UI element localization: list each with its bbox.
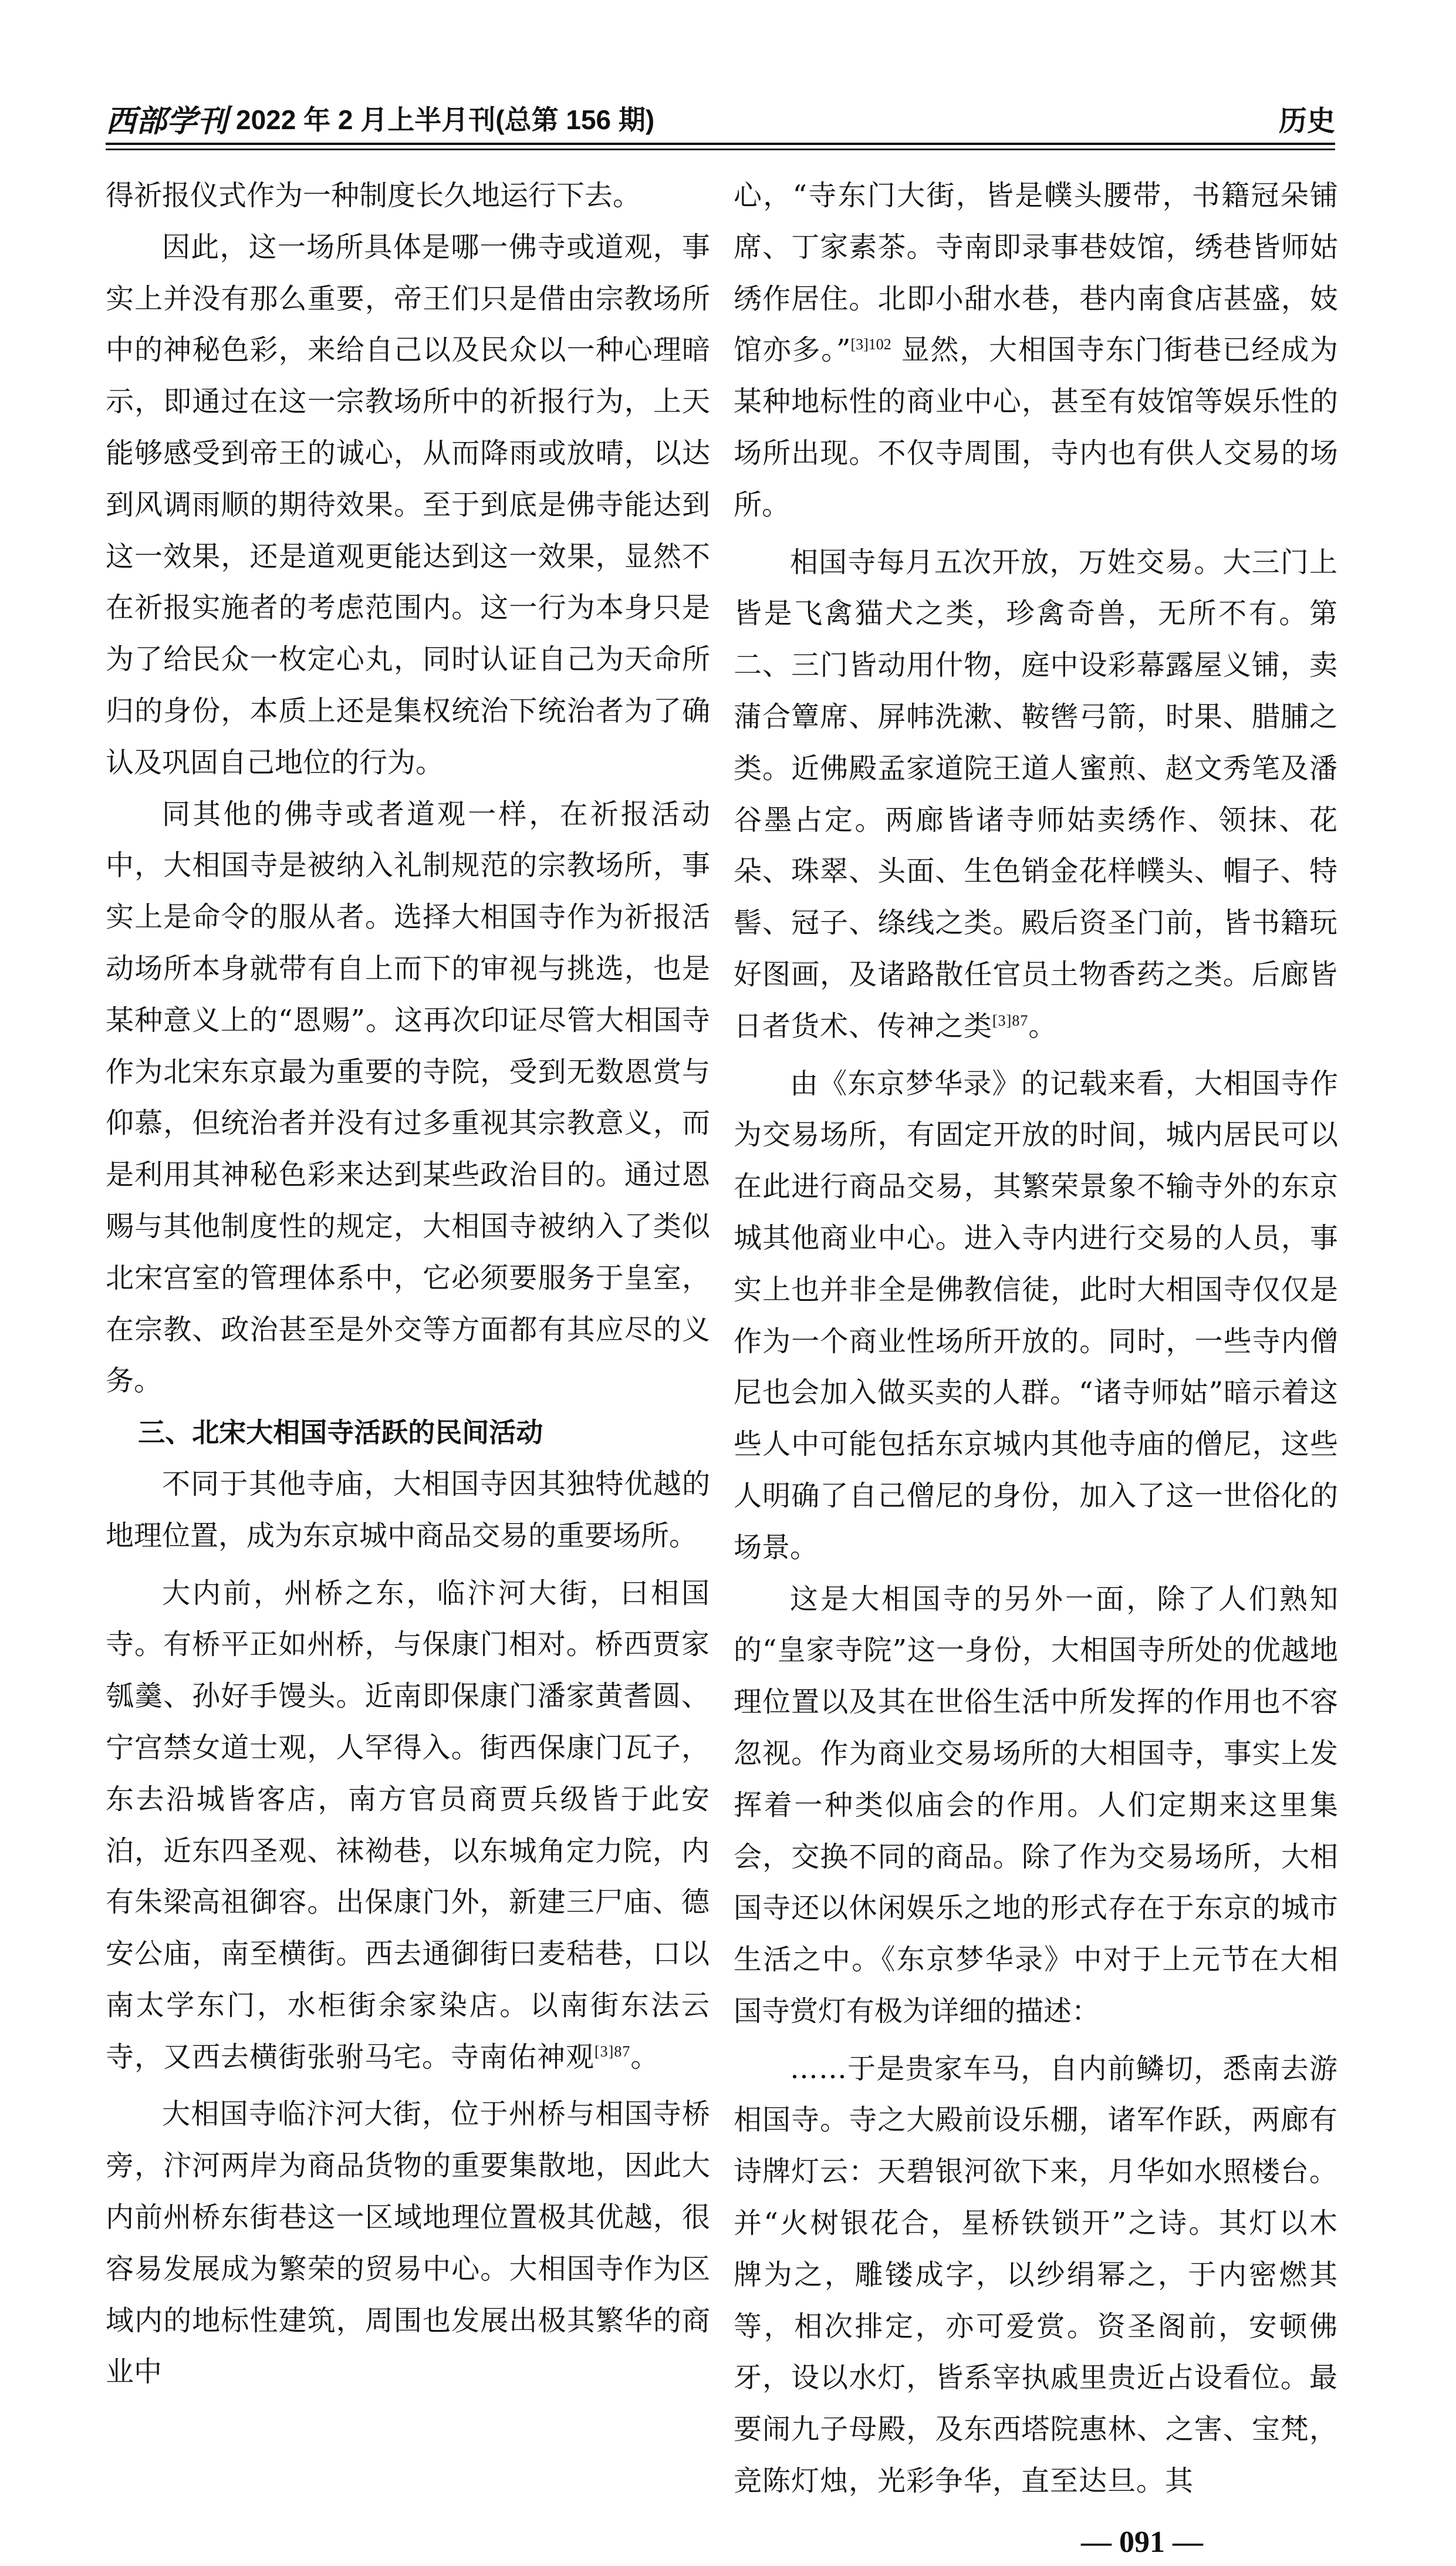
running-header (106, 97, 1335, 139)
journal-logo: 西部学刊 (106, 103, 228, 139)
quote-tail: 。 (1028, 1009, 1058, 1043)
paragraph: 这是大相国寺的另外一面，除了人们熟知的“皇家寺院”这一身份，大相国寺所处的优越地理位置以及其在世俗生活中所发挥的作用也不容忽视。作为商业交易场所的大相国寺，事实上发挥着一种类似庙会的作用。人们定期来这里集会，交换不同的商品。除了作为交易场所，大相国寺还以休闲娱乐之地的形式存在于东京的城市生活之中。《东京梦华录》中对于上元节在大相国寺赏灯有极为详细的描述： (734, 1582, 1338, 2028)
quote-tail: 。 (630, 2040, 660, 2073)
citation-ref: [3]102 (850, 336, 891, 353)
paragraph: 因此，这一场所具体是哪一佛寺或道观，事实上并没有那么重要，帝王们只是借由宗教场所中的神秘色彩，来给自己以及民众以一种心理暗示，即通过在这一宗教场所中的祈报行为，上天能够感受到帝王的诚心，从而降雨或放晴，以达到风调雨顺的期待效果。至于到底是佛寺能达到这一效果，还是道观更能达到这一效果，显然不在祈报实施者的考虑范围内。这一行为本身只是为了给民众一枚定心丸，同时认证自己为天命所归的身份，本质上还是集权统治下统治者为了确认及巩固自己地位的行为。 (106, 230, 710, 779)
header-rule-thin (106, 149, 1335, 150)
section-label: 历史 (1278, 105, 1335, 137)
citation-ref: [3]87 (594, 2042, 631, 2060)
right-column (734, 170, 1338, 2566)
paragraph (734, 170, 1338, 531)
block-quote (734, 537, 1338, 1053)
paragraph: 由《东京梦华录》的记载来看，大相国寺作为交易场所，有固定开放的时间，城内居民可以在此进行商品交易，其繁荣景象不输寺外的东京城其他商业中心。进入寺内进行交易的人员，事实上也并非全是佛教信徒，此时大相国寺仅仅是作为一个商业性场所开放的。同时，一些寺内僧尼也会加入做买卖的人群。“诸寺师姑”暗示着这些人中可能包括东京城内其他寺庙的僧尼，这些人明确了自己僧尼的身份，加入了这一世俗化的场景。 (734, 1067, 1338, 1564)
paragraph-tail: 显然，大相国寺东门街巷已经成为某种地标性的商业中心，甚至有妓馆等娱乐性的场所出现。不仅寺周围，寺内也有供人交易的场所。 (734, 333, 1338, 521)
section-heading: 三、北宋大相国寺活跃的民间活动 (138, 1417, 543, 1448)
block-quote: ……于是贵家车马，自内前鳞切，悉南去游相国寺。寺之大殿前设乐棚，诸军作跃，两廊有诗牌灯云：天碧银河欲下来，月华如水照楼台。并“火树银花合，星桥铁锁开”之诗。其灯以木牌为之，雕镂成字，以纱绢幂之，于内密燃其等，相次排定，亦可爱赏。资圣阁前，安顿佛牙，设以水灯，皆系宰执戚里贵近占设看位。最要闹九子母殿，及东西塔院惠林、之害、宝梵，竞陈灯烛，光彩争华，直至达旦。其 (734, 2052, 1338, 2498)
page-number: — 091 — (1081, 2525, 1203, 2559)
block-quote (106, 1568, 710, 2083)
paragraph: 不同于其他寺庙，大相国寺因其独特优越的地理位置，成为东京城中商品交易的重要场所。 (106, 1467, 710, 1552)
left-column (106, 170, 710, 2398)
quote-text: 大内前，州桥之东，临汴河大街，曰相国寺。有桥平正如州桥，与保康门相对。桥西贾家瓠羹、孙好手馒头。近南即保康门潘家黄耆圆、宁宫禁女道士观，人罕得入。街西保康门瓦子，东去沿城皆客店，南方官员商贾兵级皆于此安泊，近东四圣观、袜袎巷，以东城角定力院，内有朱梁高祖御容。出保康门外，新建三尸庙、德安公庙，南至横街。西去通御街曰麦秸巷，口以南太学东门，水柜街余家染店。以南街东法云寺，又西去横街张驸马宅。寺南佑神观 (106, 1576, 710, 2073)
paragraph-text: 心，“寺东门大街，皆是幞头腰带，书籍冠朵铺席、丁家素茶。寺南即录事巷妓馆，绣巷皆师姑绣作居住。北即小甜水巷，巷内南食店甚盛，妓馆亦多。” (734, 179, 1338, 367)
citation-ref: [3]87 (992, 1011, 1029, 1029)
issue-info: 2022 年 2 月上半月刊(总第 156 期) (236, 104, 655, 135)
paragraph: 得祈报仪式作为一种制度长久地运行下去。 (106, 179, 641, 212)
paragraph: 大相国寺临汴河大街，位于州桥与相国寺桥旁，汴河两岸为商品货物的重要集散地，因此大内前州桥东街巷这一区域地理位置极其优越，很容易发展成为繁荣的贸易中心。大相国寺作为区域内的地标性建筑，周围也发展出极其繁华的商业中 (106, 2098, 710, 2389)
quote-text: 相国寺每月五次开放，万姓交易。大三门上皆是飞禽猫犬之类，珍禽奇兽，无所不有。第二、三门皆动用什物，庭中设彩幕露屋义铺，卖蒲合簟席、屏帏洗漱、鞍辔弓箭，时果、腊脯之类。近佛殿孟家道院王道人蜜煎、赵文秀笔及潘谷墨占定。两廊皆诸寺师姑卖绣作、领抹、花朵、珠翠、头面、生色销金花样幞头、帽子、特髻、冠子、绦线之类。殿后资圣门前，皆书籍玩好图画，及诸路散任官员土物香药之类。后廊皆日者货术、传神之类 (734, 545, 1338, 1043)
paragraph: 同其他的佛寺或者道观一样，在祈报活动中，大相国寺是被纳入礼制规范的宗教场所，事实上是命令的服从者。选择大相国寺作为祈报活动场所本身就带有自上而下的审视与挑选，也是某种意义上的“恩赐”。这再次印证尽管大相国寺作为北宋东京最为重要的寺院，受到无数恩赏与仰慕，但统治者并没有过多重视其宗教意义，而是利用其神秘色彩来达到某些政治目的。通过恩赐与其他制度性的规定，大相国寺被纳入了类似北宋宫室的管理体系中，它必须要服务于皇室，在宗教、政治甚至是外交等方面都有其应尽的义务。 (106, 797, 710, 1398)
header-rule-thick (106, 143, 1335, 145)
